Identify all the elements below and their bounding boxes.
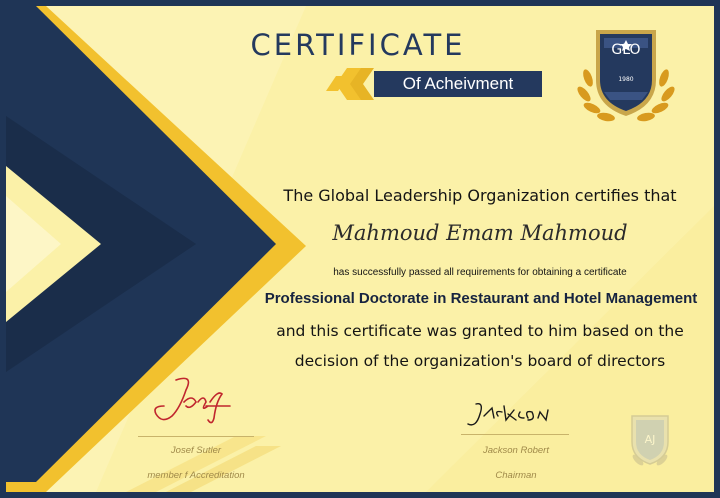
josef-signature-line (138, 436, 254, 437)
josef-role: member f Accreditation (147, 470, 245, 481)
granted-text-line-1: and this certificate was granted to him based on the (276, 322, 684, 340)
seal-text: AJ (644, 433, 656, 446)
passed-text: has successfully passed all requirements for obtaining a certificate (333, 267, 627, 278)
josef-name: Josef Sutler (170, 445, 222, 456)
subtitle-ribbon: Of Acheivment (374, 71, 542, 97)
granted-text-line-2: decision of the organization's board of directors (294, 352, 666, 370)
jackson-signature-line (461, 434, 569, 435)
emblem-text: GLO (611, 42, 641, 58)
emblem-year: 1980 (618, 76, 634, 83)
glo-emblem-icon (570, 18, 682, 130)
accreditation-seal-icon (618, 410, 682, 474)
jackson-name: Jackson Robert (482, 445, 549, 456)
josef-signature (146, 372, 242, 432)
degree-title: Professional Doctorate in Restaurant and Hotel Management (264, 290, 698, 307)
jackson-role: Chairman (495, 470, 537, 481)
jackson-signature (462, 398, 558, 438)
recipient-name: Mahmoud Emam Mahmoud (332, 221, 628, 245)
certificate-paper (6, 6, 714, 492)
certificate-title: CERTIFICATE (250, 28, 466, 62)
certifies-text: The Global Leadership Organization certifies that (283, 186, 677, 205)
